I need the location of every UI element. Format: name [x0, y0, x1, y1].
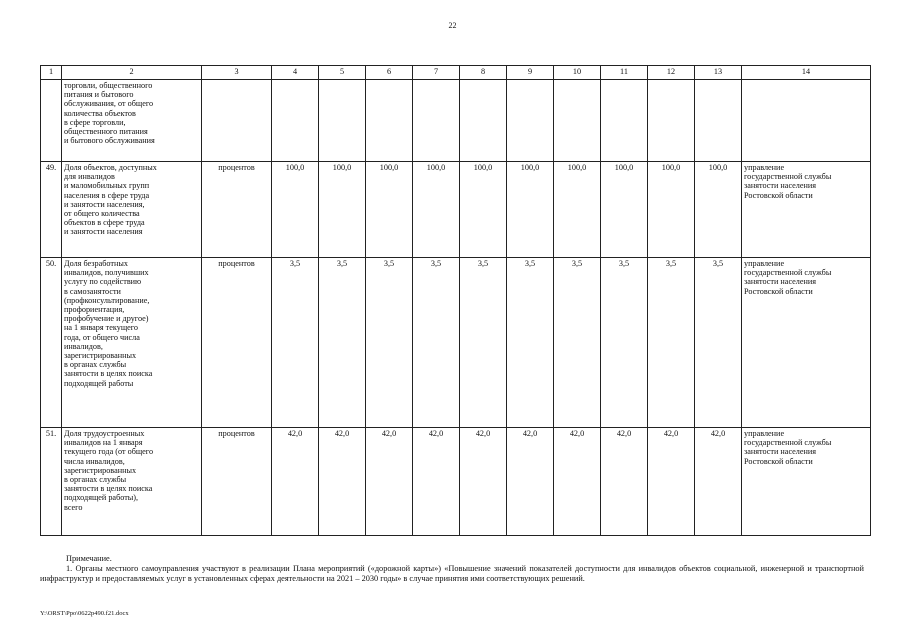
value-cell: 42,0	[507, 428, 554, 536]
table-row	[41, 258, 871, 428]
value-cell: 42,0	[648, 428, 695, 536]
value-cell: 42,0	[695, 428, 742, 536]
table-row	[41, 428, 871, 536]
note-title: Примечание.	[66, 554, 112, 563]
value-cell: 3,5	[460, 258, 507, 428]
value-cell	[319, 80, 366, 162]
column-number: 9	[507, 66, 554, 80]
value-cell: 42,0	[366, 428, 413, 536]
file-path: Y:\ORST\Ppo\0622p490.f21.docx	[40, 610, 129, 617]
value-cell: 42,0	[319, 428, 366, 536]
row-number: 50.	[41, 258, 62, 428]
row-number	[41, 80, 62, 162]
value-cell: 42,0	[601, 428, 648, 536]
value-cell: 100,0	[460, 162, 507, 258]
page-number: 22	[448, 21, 457, 30]
value-cell: 3,5	[695, 258, 742, 428]
value-cell: 100,0	[319, 162, 366, 258]
value-cell: 100,0	[554, 162, 601, 258]
row-number: 51.	[41, 428, 62, 536]
value-cell: 42,0	[272, 428, 319, 536]
value-cell	[695, 80, 742, 162]
row-number: 49.	[41, 162, 62, 258]
value-cell: 100,0	[413, 162, 460, 258]
column-number: 1	[41, 66, 62, 80]
value-cell: 100,0	[601, 162, 648, 258]
responsible-executor: управление государственной службы занятости населения Ростовской области	[742, 258, 871, 428]
column-number: 11	[601, 66, 648, 80]
unit-of-measure: процентов	[202, 428, 272, 536]
value-cell: 3,5	[413, 258, 460, 428]
value-cell: 3,5	[366, 258, 413, 428]
responsible-executor: управление государственной службы занятости населения Ростовской области	[742, 428, 871, 536]
value-cell: 42,0	[460, 428, 507, 536]
value-cell	[272, 80, 319, 162]
column-number: 14	[742, 66, 871, 80]
indicator-name: Доля объектов, доступных для инвалидов и маломобильных групп населения в сфере труда и занятости населения, от общего количества объектов в сфере труда и занятости населения	[62, 162, 202, 258]
column-number: 4	[272, 66, 319, 80]
value-cell	[601, 80, 648, 162]
indicators-table	[40, 65, 871, 536]
column-number-header-row	[41, 66, 871, 80]
value-cell: 3,5	[554, 258, 601, 428]
value-cell: 100,0	[272, 162, 319, 258]
note-text: 1. Органы местного самоуправления участвуют в реализации Плана мероприятий («дорожной карты») «Повышение значений показателей доступности для инвалидов объектов социальной, инженерной и транспортной инфраструктур и предоставляемых услуг в установленных сферах деятельности на 2021 – 2030 годы» в случае принятия ими соответствующих решений.	[40, 564, 864, 584]
value-cell	[460, 80, 507, 162]
unit-of-measure: процентов	[202, 258, 272, 428]
column-number: 12	[648, 66, 695, 80]
value-cell: 3,5	[601, 258, 648, 428]
value-cell	[366, 80, 413, 162]
value-cell	[554, 80, 601, 162]
value-cell: 3,5	[507, 258, 554, 428]
footnote	[40, 554, 864, 585]
value-cell: 42,0	[413, 428, 460, 536]
value-cell	[413, 80, 460, 162]
responsible-executor	[742, 80, 871, 162]
column-number: 10	[554, 66, 601, 80]
value-cell: 3,5	[648, 258, 695, 428]
indicator-name: Доля безработных инвалидов, получивших услугу по содействию в самозанятости (профконсультирование, профориентация, профобучение и другое) на 1 января текущего года, от общего числа инвалидов, зарегистрированных в органах службы занятости в целях поиска подходящей работы	[62, 258, 202, 428]
value-cell	[507, 80, 554, 162]
value-cell: 3,5	[272, 258, 319, 428]
table-row	[41, 80, 871, 162]
column-number: 2	[62, 66, 202, 80]
indicator-name: торговли, общественного питания и бытового обслуживания, от общего количества объектов в сфере торговли, общественного питания и бытового обслуживания	[62, 80, 202, 162]
value-cell: 100,0	[695, 162, 742, 258]
table-row	[41, 162, 871, 258]
column-number: 7	[413, 66, 460, 80]
value-cell: 3,5	[319, 258, 366, 428]
column-number: 6	[366, 66, 413, 80]
indicator-name: Доля трудоустроенных инвалидов на 1 января текущего года (от общего числа инвалидов, зарегистрированных в органах службы занятости в целях поиска подходящей работы), всего	[62, 428, 202, 536]
value-cell: 100,0	[648, 162, 695, 258]
responsible-executor: управление государственной службы занятости населения Ростовской области	[742, 162, 871, 258]
unit-of-measure	[202, 80, 272, 162]
value-cell: 100,0	[366, 162, 413, 258]
column-number: 5	[319, 66, 366, 80]
value-cell: 100,0	[507, 162, 554, 258]
column-number: 13	[695, 66, 742, 80]
unit-of-measure: процентов	[202, 162, 272, 258]
column-number: 8	[460, 66, 507, 80]
column-number: 3	[202, 66, 272, 80]
value-cell	[648, 80, 695, 162]
value-cell: 42,0	[554, 428, 601, 536]
